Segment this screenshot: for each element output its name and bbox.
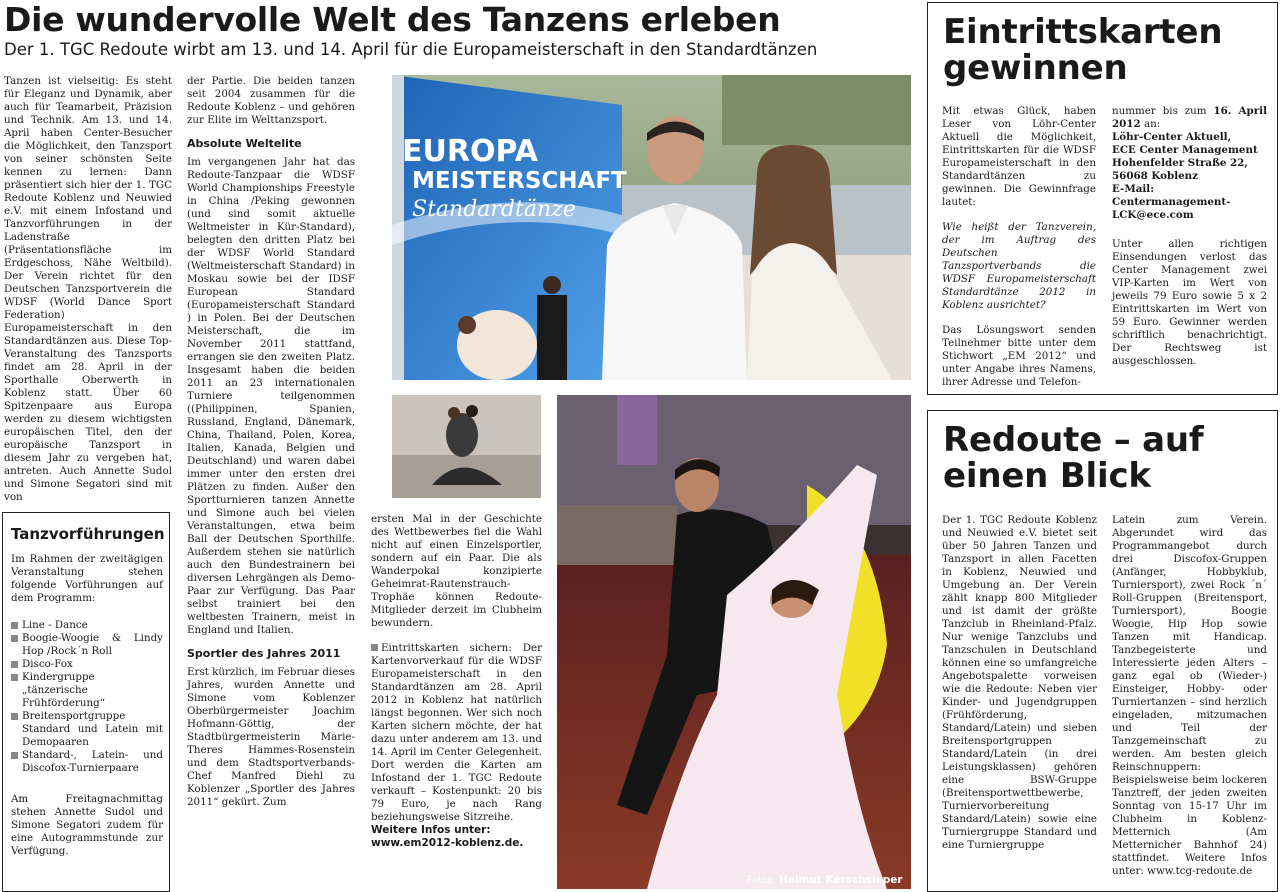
redoute-column-2 (1112, 514, 1267, 878)
bullet-square-icon (371, 644, 378, 651)
more-info-line: Weitere Infos unter: www.em2012-koblenz.de. (371, 824, 524, 849)
eintrittskarten-intro: Mit etwas Glück, haben Leser von Löhr-Center Aktuell die Möglichkeit, Eintrittskarten für die WDSF Europameisterschaft in den Standardtänzen zu gewinnen. Die Gewinnfrage lautet: (942, 105, 1096, 208)
program-item: Breitensportgruppe Standard und Latein mit Demopaaren (11, 710, 163, 749)
banner-line-2: MEISTERSCHAFT (412, 168, 627, 194)
program-item: Line - Dance (11, 619, 163, 632)
program-item: Boogie-Woogie & Lindy Hop /Rock´n Roll (11, 632, 163, 658)
eintrittskarten-deadline: nummer bis zum 16. April 2012 an: (1112, 105, 1267, 130)
article-column-2-para-3: Erst kürzlich, im Februar dieses Jahres, wurden Annette und Simone vom Koblenzer Oberbürgermeister Joachim Hofmann-Göttig, der Stadtbürgermeisterin Marie-Theres Hammes-Rosenstein und dem Stadtsportverbands-Chef Manfred Diehl zu Koblenzer „Sportler des Jahres 2011“ gekürt. Zum (187, 666, 356, 808)
eintrittskarten-instructions: Das Lösungswort senden Teilnehmer bitte unter dem Stichwort „EM 2012“ und unter Angabe ihres Namens, ihrer Adresse und Telefon- (942, 324, 1096, 388)
article-subheadline: Der 1. TGC Redoute wirbt am 13. und 14. April für die Europameisterschaft in den Standardtänzen (4, 40, 818, 59)
subhead-sportler-des-jahres: Sportler des Jahres 2011 (187, 647, 341, 660)
photo-dancers-large (557, 395, 911, 889)
redoute-column-2-text: Latein zum Verein. Abgerundet wird das Programmangebot durch drei Discofox-Gruppen (Anfänger, Hobbyklub, Turniersport), zwei Rock ´n´ Roll-Gruppen (Breitensport, Turniersport), Boogie Woogie, Hip Hop sowie Tanzen mit Handicap. Tanzbegeisterte und Interessierte jeden Alters – ganz egal ob (Wieder-) Einsteiger, Hobby- oder Turniertanzen – sind herzlich eingeladen, mitzumachen und Teil der Tanzgemeinschaft zu werden. Am besten gleich Reinschnuppern: Beispielsweise beim lockeren Tanztreff, der jeden zweiten Sonntag von 15-17 Uhr im Clubheim in Koblenz-Metternich (Am Metternicher Bahnhof 24) stattfindet. Weitere Infos unter: www.tcg-redoute.de (1112, 514, 1267, 877)
eintrittskarten-title: Eintrittskarten gewinnen (943, 12, 1223, 88)
redoute-column-1-text: Der 1. TGC Redoute Koblenz und Neuwied e.V. bietet seit über 50 Jahren Tanzen und Tanzsport in allen Facetten in Koblenz, Neuwied und Umgebung an. Der Verein zählt knapp 800 Mitglieder und ist damit der größte Tanzclub in Rheinland-Pfalz. Nur wenige Tanzclubs und Tanzschulen in Deutschland können eine so umfangreiche Angebotspalette vorweisen wie die Redoute: Neben vier Kinder- und Jugendgruppen (Frühförderung, Standard/Latein) und sieben Breitensportgruppen Standard/Latein (in drei Leistungsklassen) gehören eine BSW-Gruppe (Breitensportwettbewerbe, Turniervorbereitung Standard/Latein) sowie eine Turniergruppe Standard und eine Turniergruppe (942, 514, 1097, 851)
banner-line-1: EUROPA (402, 134, 538, 169)
redoute-box (927, 410, 1278, 892)
contact-address: Löhr-Center Aktuell, ECE Center Management Hohenfelder Straße 22, 56068 Koblenz E-Mail: Centermanagement-LCK@ece.com (1112, 131, 1258, 221)
gewinnfrage: Wie heißt der Tanzverein, der im Auftrag des Deutschen Tanzsportverbands die WDSF Europameisterschaft Standardtänze 2012 in Koblenz ausrichtet? (942, 221, 1096, 311)
tanzvorfuehrungen-outro: Am Freitagnachmittag stehen Annette Sudol und Simone Segatori zudem für eine Autogrammstunde zur Verfügung. (11, 793, 163, 857)
more-info-link[interactable]: www.em2012-koblenz.de. (371, 837, 524, 849)
subhead-absolute-weltelite: Absolute Weltelite (187, 137, 302, 150)
article-column-2 (187, 75, 355, 809)
tanzvorfuehrungen-box (2, 512, 170, 892)
article-column-2-para-1: der Partie. Die beiden tanzen seit 2004 zusammen für die Redoute Koblenz – und gehören zur Elite im Welttanzsport. (187, 75, 355, 126)
program-item: Kindergruppe „tänzerische Frühförderung“ (11, 671, 163, 710)
program-list (11, 619, 163, 775)
eintrittskarten-column-1 (942, 105, 1096, 389)
photo-couple-banner (392, 75, 911, 380)
article-column-3-para-2: Eintrittskarten sichern: Der Kartenvorverkauf für die WDSF Europameisterschaft in den Standardtänzen am 28. April 2012 in Koblenz hat natürlich längst begonnen. Wer sich noch Karten sichern möchte, der hat dazu unter anderem am 13. und 14. April im Center Gelegenheit. Dort werden die Karten am Infostand der 1. TGC Redoute verkauft – Kostenpunkt: 20 bis 79 Euro, je nach Rang beziehungsweise Sitzreihe. (371, 642, 542, 823)
tanzvorfuehrungen-title: Tanzvorführungen (11, 525, 165, 543)
contact-email-link[interactable]: Centermanagement-LCK@ece.com (1112, 196, 1231, 221)
small-dance-photo-image (392, 395, 541, 498)
eintrittskarten-column-2 (1112, 105, 1267, 368)
article-column-3-para-1: ersten Mal in der Geschichte des Wettbewerbes fiel die Wahl nicht auf einen Einzelsportler, sondern auf ein Paar. Die als Wanderpokal konzipierte Geheimrat-Rautenstrauch-Trophäe können Redoute-Mitglieder derzeit im Clubheim bewundern. (371, 513, 542, 629)
tanzvorfuehrungen-content (11, 553, 163, 858)
couple-photo-image (392, 75, 911, 380)
article-column-1 (4, 75, 172, 504)
photo-dancers-small (392, 395, 541, 498)
redoute-title: Redoute – auf einen Blick (943, 420, 1204, 496)
article-column-2-para-2: Im vergangenen Jahr hat das Redoute-Tanzpaar die WDSF World Championships Freestyle in China /Peking gewonnen (und sind somit aktuelle Weltmeister in Kür-Standard), belegten den dritten Platz bei der WDSF World Standard (Weltmeisterschaft Standard) in Moskau sowie bei der IDSF European Standard (Europameisterschaft Standard ) in Polen. Bei der Deutschen Meisterschaft, die im November 2011 stattfand, errangen sie den zweiten Platz. Insgesamt haben die beiden 2011 an 23 internationalen Turniere teilgenommen ((Philippinen, Spanien, Russland, England, Dänemark, China, Thailand, Polen, Korea, Italien, Kanada, Belgien und Deutschland) und waren dabei immer unter den ersten drei Plätzen zu finden. Außer den Sportturnieren tanzen Annette und Simone auch bei vielen Veranstaltungen, etwa beim Ball der Deutschen Sporthilfe. Außerdem stehen sie natürlich auch den Bundestrainern bei diversen Lehrgängen als Demo-Paar zur Verfügung. Das Paar selbst trainiert bei den weltbesten Trainern, meist in England und Italien. (187, 156, 355, 636)
redoute-column-1 (942, 514, 1097, 852)
photo-credit-label: Fotos: (747, 875, 776, 886)
article-headline: Die wundervolle Welt des Tanzens erleben (4, 0, 781, 39)
banner-line-3: Standardtänze (412, 197, 576, 222)
eintrittskarten-terms: Unter allen richtigen Einsendungen verlost das Center Management zwei VIP-Karten im Wert von jeweils 79 Euro sowie 5 x 2 Eintrittskarten im Wert von 59 Euro. Gewinner werden schriftlich benachrichtigt. Der Rechtsweg ist ausgeschlossen. (1112, 238, 1267, 367)
large-dance-photo-image (557, 395, 911, 889)
eintrittskarten-box (927, 2, 1278, 395)
photo-credit-name: Helmut Kerschsieper (779, 874, 903, 886)
article-column-1-text: Tanzen ist vielseitig: Es steht für Eleganz und Dynamik, aber auch für Teamarbeit, Präzision und Technik. Am 13. und 14. April haben Center-Besucher die Möglichkeit, den Tanzsport von seiner schönsten Seite kennen zu lernen: Dann präsentiert sich hier der 1. TGC Redoute Koblenz und Neuwied e.V. mit einem Infostand und Tanzvorführungen in der Ladenstraße (Präsentationsfläche im Erdgeschoss, Nähe Weltbild). Der Verein richtet für den Deutschen Tanzsportverein die WDSF (World Dance Sport Federation) Europameisterschaft in den Standardtänzen aus. Diese Top-Veranstaltung des Tanzsports findet am 28. April in der Sporthalle Oberwerth in Koblenz statt. Über 60 Spitzenpaare aus Europa werden zu diesem wichtigsten europäischen Titel, den der europäische Tanzsport in diesem Jahr zu vergeben hat, antreten. Auch Annette Sudol und Simone Segatori sind mit von (4, 75, 172, 503)
tanzvorfuehrungen-intro: Im Rahmen der zweitägigen Veranstaltung stehen folgende Vorführungen auf dem Programm: (11, 553, 163, 604)
program-item: Standard-, Latein- und Discofox-Turnierpaare (11, 749, 163, 775)
program-item: Disco-Fox (11, 658, 163, 671)
article-column-3 (371, 513, 542, 850)
